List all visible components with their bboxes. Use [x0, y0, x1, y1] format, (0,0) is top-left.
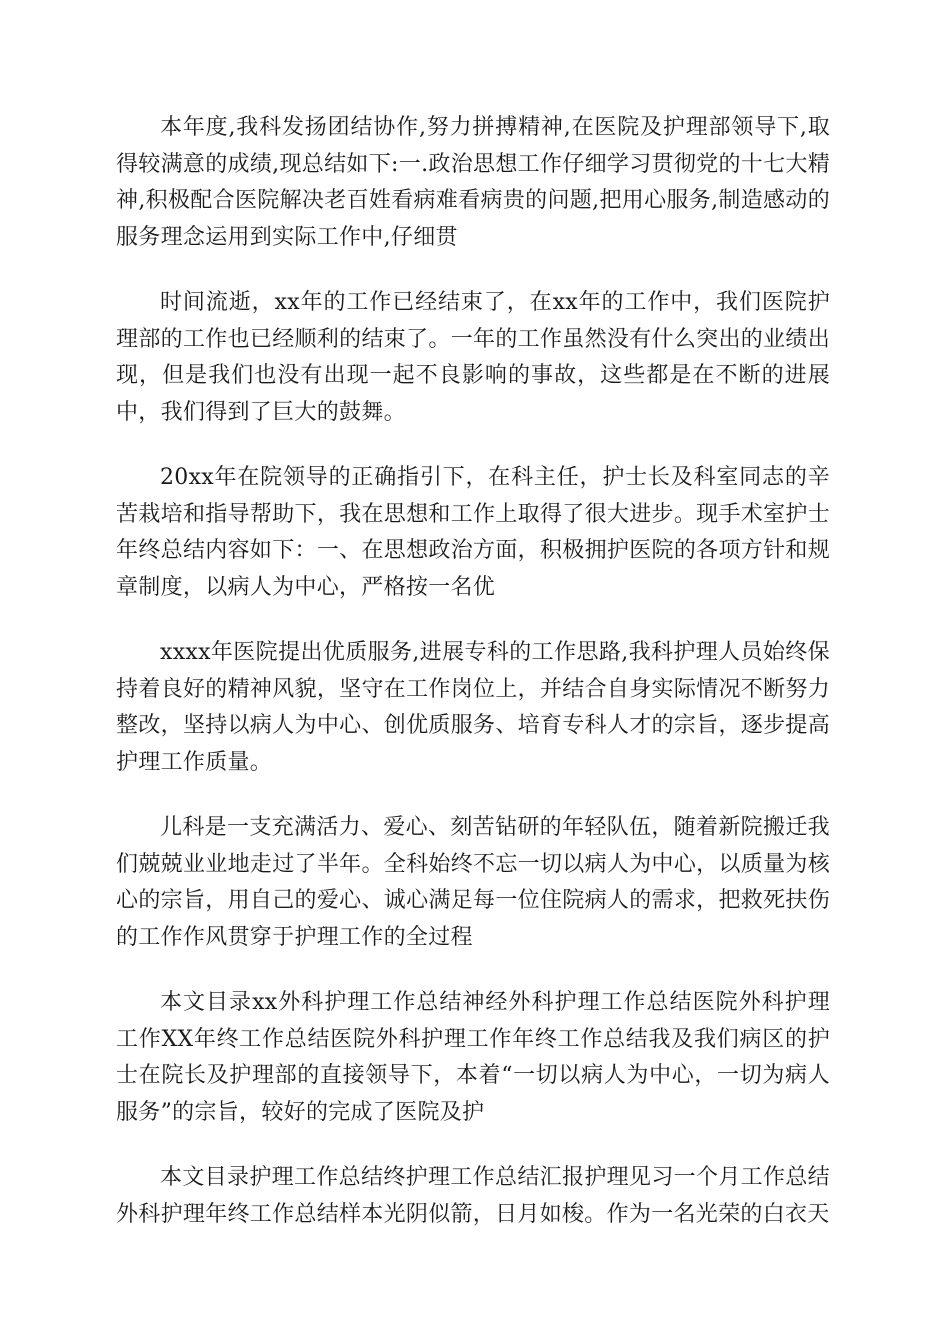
paragraph-3: 20xx年在院领导的正确指引下，在科主任，护士长及科室同志的辛苦栽培和指导帮助下，我在思想和工作上取得了很大进步。现手术室护士年终总结内容如下：一、在思想政治方面，积极拥护医院的各项方针和规章制度，以病人为中心，严格按一名优 — [116, 465, 830, 600]
paragraph-4: xxxx年医院提出优质服务,进展专科的工作思路,我科护理人员始终保持着良好的精神风貌，坚守在工作岗位上，并结合自身实际情况不断努力整改，坚持以病人为中心、创优质服务、培育专科人才的宗旨，逐步提高护理工作质量。 — [116, 640, 830, 775]
paragraph-2: 时间流逝，xx年的工作已经结束了，在xx年的工作中，我们医院护理部的工作也已经顺利的结束了。一年的工作虽然没有什么突出的业绩出现，但是我们也没有出现一起不良影响的事故，这些都是在不断的进展中，我们得到了巨大的鼓舞。 — [116, 290, 830, 425]
paragraph-6: 本文目录xx外科护理工作总结神经外科护理工作总结医院外科护理工作XX年终工作总结医院外科护理工作年终工作总结我及我们病区的护士在院长及护理部的直接领导下，本着“一切以病人为中心，一切为病人服务”的宗旨，较好的完成了医院及护 — [116, 990, 830, 1125]
paragraph-5: 儿科是一支充满活力、爱心、刻苦钻研的年轻队伍，随着新院搬迁我们兢兢业业地走过了半年。全科始终不忘一切以病人为中心，以质量为核心的宗旨，用自己的爱心、诚心满足每一位住院病人的需求，把救死扶伤的工作作风贯穿于护理工作的全过程 — [116, 815, 830, 950]
paragraph-7: 本文目录护理工作总结终护理工作总结汇报护理见习一个月工作总结外科护理年终工作总结样本光阴似箭，日月如梭。作为一名光荣的白衣天 — [116, 1165, 830, 1227]
paragraph-1: 本年度,我科发扬团结协作,努力拼搏精神,在医院及护理部领导下,取得较满意的成绩,现总结如下:一.政治思想工作仔细学习贯彻党的十七大精神,积极配合医院解决老百姓看病难看病贵的问题,把用心服务,制造感动的服务理念运用到实际工作中,仔细贯 — [116, 115, 830, 250]
